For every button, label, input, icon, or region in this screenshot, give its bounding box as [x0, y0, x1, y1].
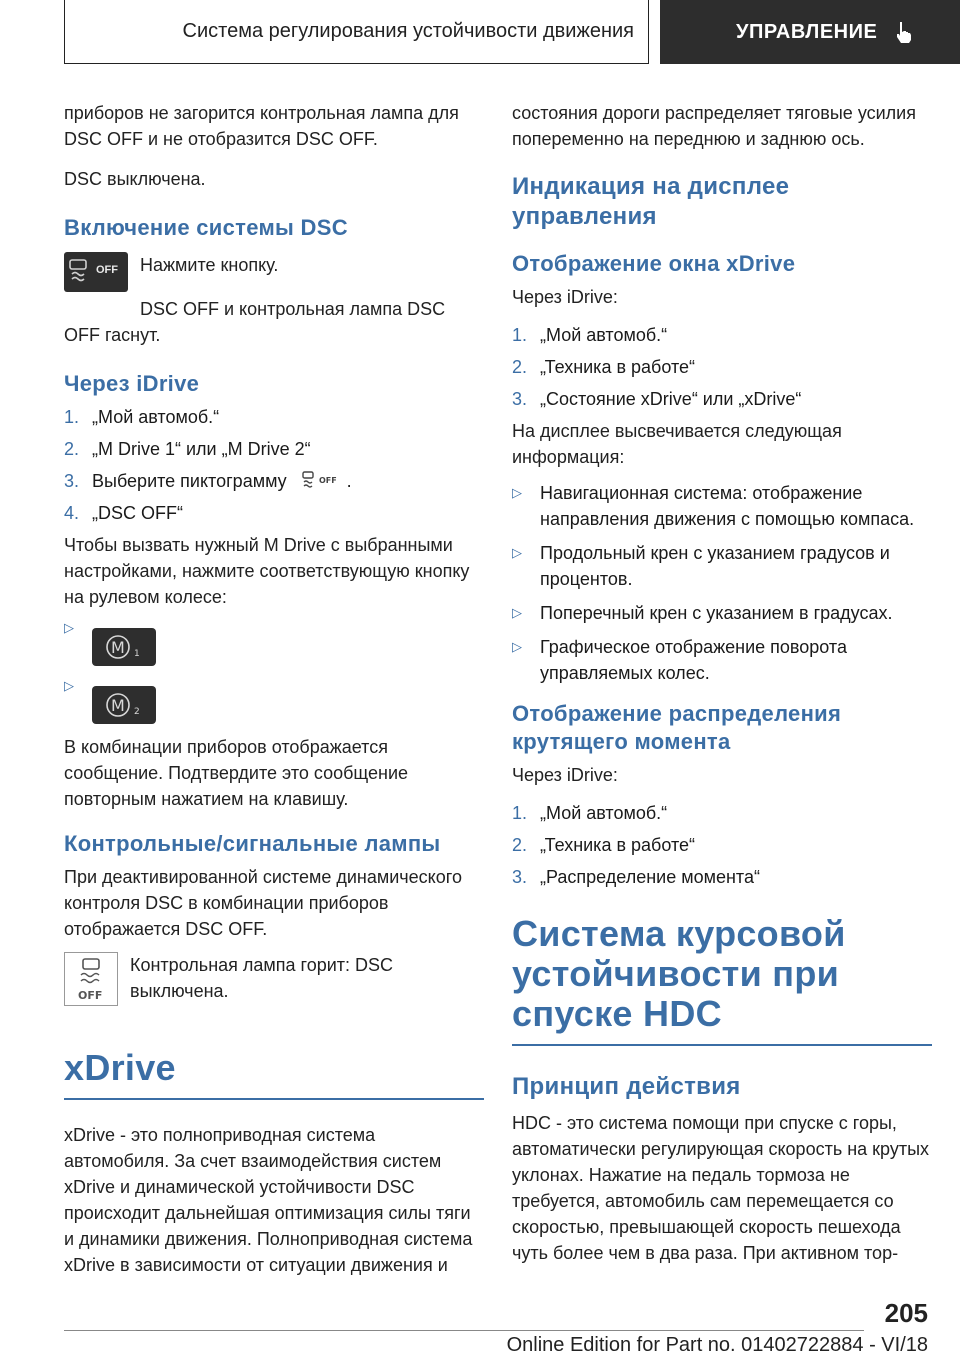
- heading-xdrive: xDrive: [64, 1047, 176, 1088]
- lamps-text: При деактивированной системе динамического контроля DSC в комбинации приборов отображается DSC OFF.: [64, 867, 462, 939]
- xdrive-text: xDrive - это полноприводная система автомобиля. За счет взаимодействия систем xDrive и динамической устойчивости DSC происходит дальнейшая оптимизация силы тяги и динамики движения. Полноприводная система xDrive в зависимости от ситуации движения и: [64, 1124, 473, 1275]
- list-item: ▷ Поперечный крен с указанием в градусах.: [512, 600, 932, 626]
- heading-principle: Принцип действия: [512, 1072, 741, 1100]
- dsc-off-lamp-label: OFF: [78, 989, 103, 1002]
- list-item: 1. „Мой автомоб.“: [512, 803, 668, 823]
- triangle-bullet-icon: ▷: [512, 639, 522, 654]
- m2-row: [64, 678, 484, 724]
- display-info-text: На дисплее высвечивается следующая информация:: [512, 421, 842, 467]
- footer-rule: [64, 1330, 864, 1331]
- svg-text:OFF: OFF: [318, 476, 337, 485]
- list-item: 4. „DSC OFF“: [64, 503, 183, 523]
- dsc-off-pictogram-icon: [301, 470, 341, 492]
- m1-button-sub: 1: [134, 649, 140, 659]
- m1-button-letter: M: [111, 638, 125, 657]
- dsc-off-button-icon: [64, 252, 128, 292]
- list-item: ▷ Графическое отображение поворота управляемых колес.: [512, 634, 932, 686]
- mdrive-text: Чтобы вызвать нужный M Drive с выбранными настройками, нажмите соответствующую кнопку на рулевом колесе:: [64, 535, 470, 607]
- list-item: 2. „M Drive 1“ или „M Drive 2“: [64, 439, 311, 459]
- combi-text: В комбинации приборов отображается сообщение. Подтвердите это сообщение повторным нажатием на клавишу.: [64, 737, 409, 809]
- triangle-bullet-icon: ▷: [512, 545, 522, 560]
- press-result-text: DSC OFF и контрольная лампа DSC OFF гаснут.: [64, 299, 446, 345]
- m2-button-sub: 2: [134, 707, 140, 717]
- header-section-title: [64, 0, 649, 64]
- list-item: 3. „Состояние xDrive“ или „xDrive“: [512, 389, 802, 409]
- list-item: 3. „Распределение момента“: [512, 867, 760, 887]
- enable-block: [64, 252, 484, 292]
- heading-xdrive-window: Отображение окна xDrive: [512, 251, 796, 276]
- triangle-bullet-icon: ▷: [512, 485, 522, 500]
- list-item: 2. „Техника в работе“: [512, 357, 696, 377]
- dsc-off-lamp-icon: [64, 952, 118, 1006]
- intro-text: приборов не загорится контрольная лампа для DSC OFF и не отобразится DSC OFF.: [64, 103, 459, 149]
- dsc-off-icon-label: OFF: [96, 264, 118, 276]
- triangle-bullet-icon: ▷: [64, 620, 74, 635]
- chapter-title: УПРАВЛЕНИЕ: [736, 20, 878, 43]
- section-title: Система регулирования устойчивости движения: [182, 20, 634, 42]
- hdc-text: HDC - это система помощи при спуске с горы, автоматически регулирующая скорость на крутых уклонах. Нажатие на педаль тормоза не требуется, автомобиль сам перемещается со скоростью, превышающей скорость пешехода чуть более чем в два раза. При активном тор-: [512, 1112, 930, 1263]
- m2-button-letter: M: [111, 696, 125, 715]
- continuation-text: состояния дороги распределяет тяговые усилия попеременно на переднюю и заднюю ось.: [512, 103, 916, 149]
- idrive-steps: [64, 404, 484, 526]
- via-idrive-2: Через iDrive:: [512, 765, 618, 785]
- m1-row: [64, 620, 484, 666]
- xdrive-steps: [512, 322, 932, 412]
- lamp-block: [64, 952, 484, 1006]
- press-text: Нажмите кнопку.: [140, 255, 279, 275]
- left-column: [64, 100, 484, 1278]
- page-number: 205: [884, 1298, 928, 1328]
- section-rule: [512, 1044, 932, 1046]
- m1-button-icon: [92, 628, 156, 666]
- lamp-desc: Контрольная лампа горит: DSC выключена.: [130, 955, 394, 1001]
- list-item: 2. „Техника в работе“: [512, 835, 696, 855]
- hand-pointer-icon: [891, 19, 917, 45]
- via-idrive-1: Через iDrive:: [512, 287, 618, 307]
- triangle-bullet-icon: ▷: [512, 605, 522, 620]
- list-item: 3. Выберите пиктограмму OFF .: [64, 471, 352, 491]
- list-item: 1. „Мой автомоб.“: [512, 325, 668, 345]
- heading-lamps: Контрольные/сигнальные лампы: [64, 831, 441, 856]
- heading-hdc: Система курсовой устойчивости при спуске HDC: [512, 913, 846, 1034]
- dsc-off-text: DSC выключена.: [64, 169, 206, 189]
- triangle-bullet-icon: ▷: [64, 678, 74, 693]
- header-chapter: [660, 0, 960, 64]
- display-bullets: [512, 480, 932, 686]
- section-rule: [64, 1098, 484, 1100]
- heading-via-idrive: Через iDrive: [64, 371, 200, 396]
- list-item: ▷ Навигационная система: отображение направления движения с помощью компаса.: [512, 480, 932, 532]
- heading-torque: Отображение распределения крутящего момента: [512, 701, 842, 754]
- heading-enable-dsc: Включение системы DSC: [64, 215, 348, 240]
- m2-button-icon: [92, 686, 156, 724]
- torque-steps: [512, 800, 932, 890]
- right-column: [512, 100, 932, 1266]
- footer-edition: Online Edition for Part no. 01402722884 - VI/18: [506, 1334, 928, 1356]
- heading-display: Индикация на дисплее управления: [512, 173, 790, 230]
- list-item: ▷ Продольный крен с указанием градусов и процентов.: [512, 540, 932, 592]
- list-item: 1. „Мой автомоб.“: [64, 407, 220, 427]
